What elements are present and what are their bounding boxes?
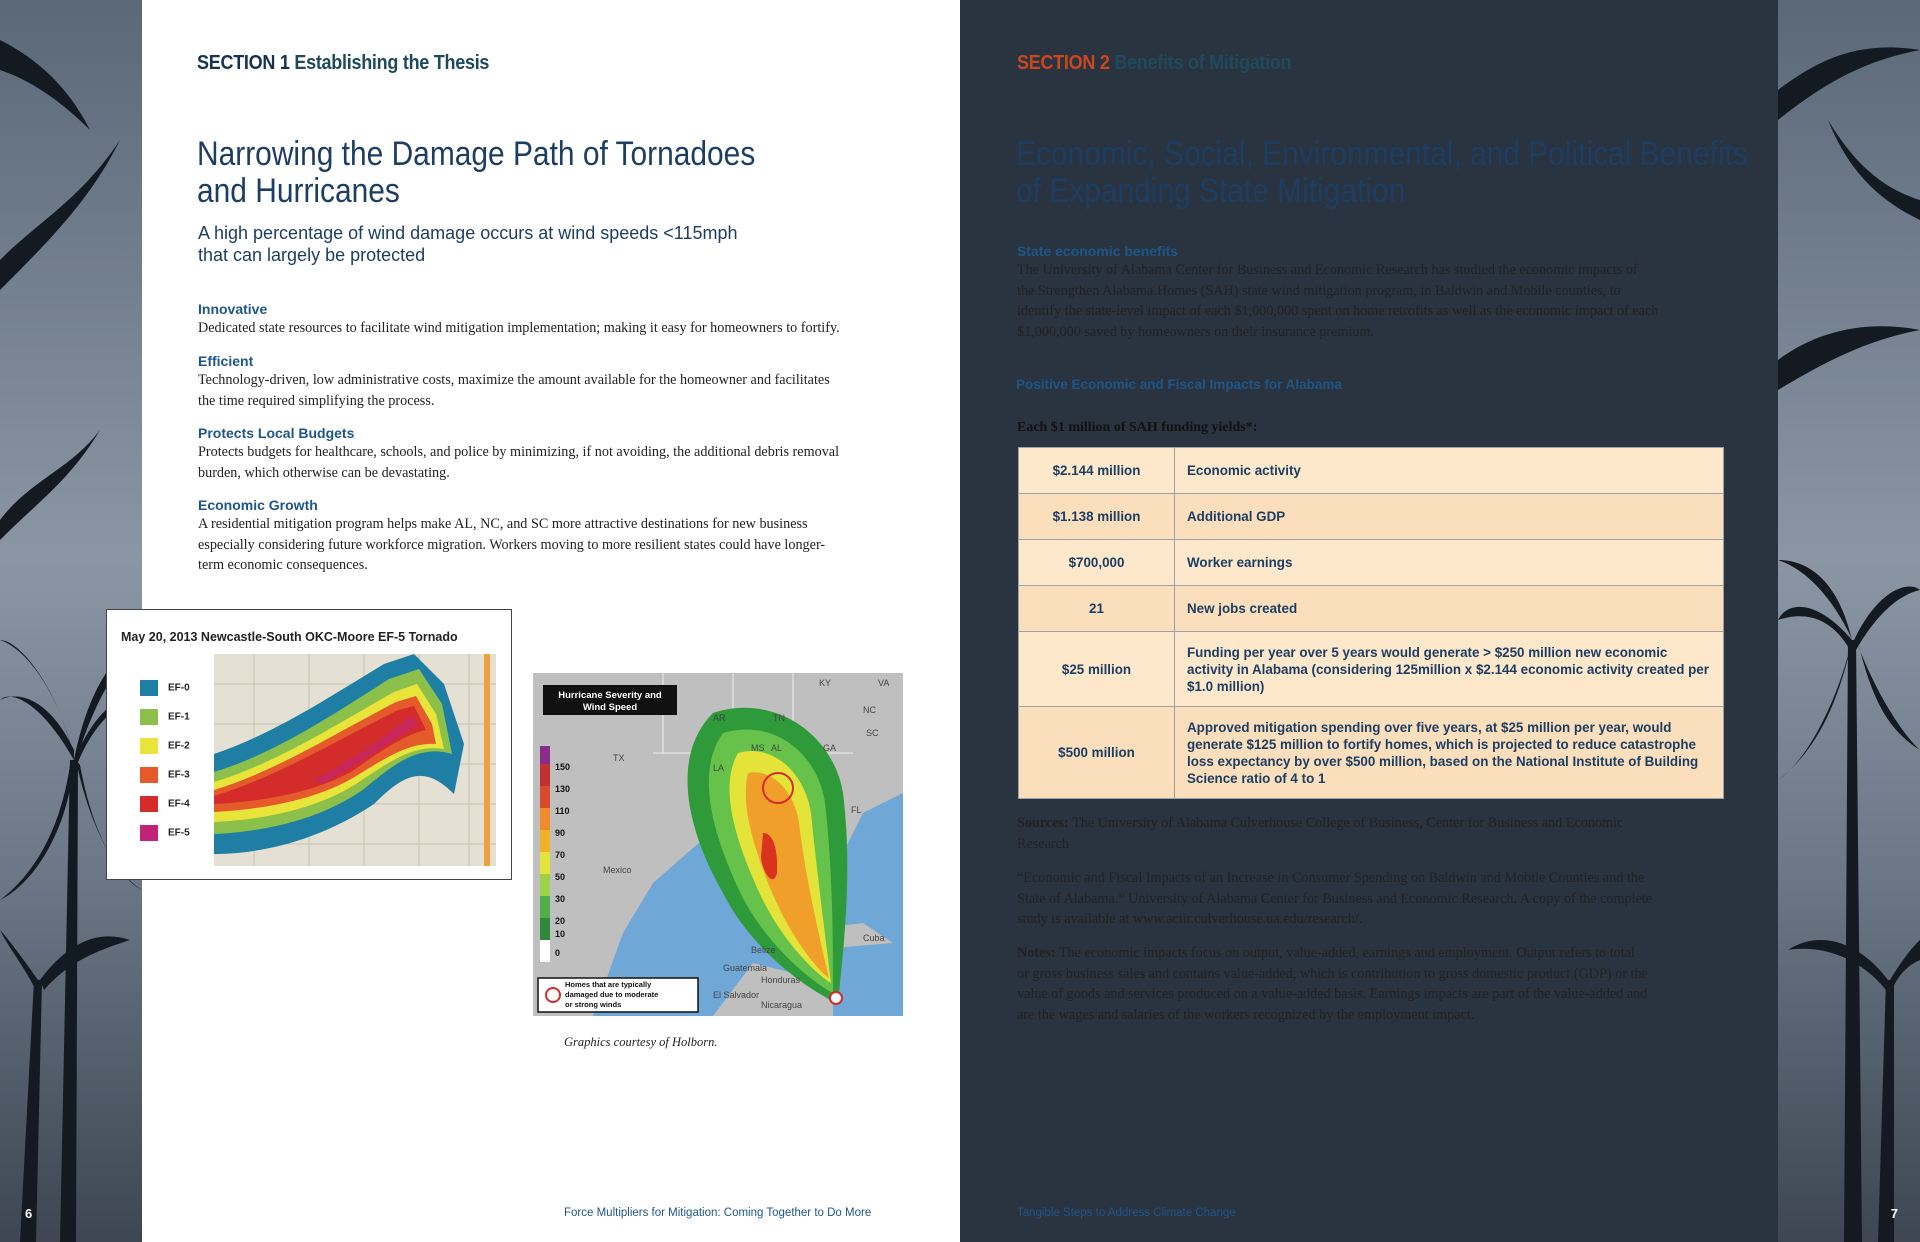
item-text-budgets bbox=[198, 442, 839, 483]
economic-impact-table bbox=[1018, 447, 1724, 799]
scale-label-0: 0 bbox=[555, 948, 561, 958]
scale-label-20: 20 bbox=[555, 916, 566, 926]
table-row bbox=[1019, 494, 1724, 540]
section-title: Establishing the Thesis bbox=[294, 52, 490, 74]
text-line: “Economic and Fiscal Impacts of an Increase in Consumer Spending on Baldwin and Mobile Counties and the bbox=[1017, 870, 1645, 886]
sources-block bbox=[1017, 813, 1717, 854]
table-heading: Positive Economic and Fiscal Impacts for Alabama bbox=[1016, 377, 1342, 392]
legend-label: EF-1 bbox=[168, 711, 190, 723]
sources-line bbox=[1017, 813, 1717, 834]
region-label-nicaragua: Nicaragua bbox=[761, 1000, 803, 1010]
text-line: term economic consequences. bbox=[198, 557, 368, 573]
swatch-ef4 bbox=[140, 796, 158, 812]
legend-label: EF-4 bbox=[168, 798, 190, 810]
region-label-nc: NC bbox=[863, 705, 876, 715]
item-label-innovative: Innovative bbox=[198, 301, 268, 317]
table-desc: New jobs created bbox=[1175, 586, 1724, 632]
subtitle-line1: A high percentage of wind damage occurs at wind speeds <115mph bbox=[198, 223, 738, 243]
legend-ef5 bbox=[140, 825, 190, 841]
legend-ef2 bbox=[140, 738, 190, 754]
table-desc: Approved mitigation spending over five years, at $25 million per year, would generate $125 million to fortify homes, which is projected to reduce catastrophe loss expectancy by over $500 million, based on the National Institute of Building Science ratio of 4 to 1 bbox=[1175, 707, 1724, 799]
text-line: value of goods and services produced on a value-added basis. Earnings impacts are part of the value-added and bbox=[1017, 986, 1648, 1002]
table-value: $25 million bbox=[1019, 632, 1175, 707]
region-label-tn: TN bbox=[773, 713, 785, 723]
palm-background-right bbox=[1778, 0, 1920, 1242]
page-title-line1: Narrowing the Damage Path of Tornadoes bbox=[197, 135, 756, 173]
map-note-line2: damaged due to moderate bbox=[565, 990, 659, 999]
text-line: Protects budgets for healthcare, schools, and police by minimizing, if not avoiding, the additional debris removal bbox=[198, 444, 840, 460]
text-line: Technology-driven, low administrative costs, maximize the amount available for the homeowner and facilitates bbox=[198, 372, 830, 388]
graphics-caption: Graphics courtesy of Holborn. bbox=[564, 1035, 718, 1049]
table-desc: Economic activity bbox=[1175, 448, 1724, 494]
table-value: $500 million bbox=[1019, 707, 1175, 799]
wind-speed-scale bbox=[540, 746, 550, 962]
region-label-honduras: Honduras bbox=[761, 975, 801, 985]
sources-label: Sources: bbox=[1017, 815, 1069, 831]
tornado-figure bbox=[106, 609, 512, 880]
page-number-right: 7 bbox=[1890, 1206, 1898, 1221]
region-label-belize: Belize bbox=[751, 945, 776, 955]
econ-benefits-label: State economic benefits bbox=[1017, 243, 1179, 259]
swatch-ef3 bbox=[140, 767, 158, 783]
table-row bbox=[1019, 632, 1724, 707]
notes-block bbox=[1017, 943, 1648, 1025]
footer-left: Force Multipliers for Mitigation: Coming Together to Do More bbox=[564, 1207, 872, 1219]
legend-label: EF-5 bbox=[168, 827, 190, 839]
table-value: $1.138 million bbox=[1019, 494, 1175, 540]
legend-ef4 bbox=[140, 796, 190, 812]
scale-label-30: 30 bbox=[555, 894, 566, 904]
map-legend-title-2: Wind Speed bbox=[582, 702, 638, 713]
section-number: SECTION 1 bbox=[197, 52, 290, 74]
section-number: SECTION 2 bbox=[1017, 52, 1110, 74]
table-intro: Each $1 million of SAH funding yields*: bbox=[1017, 420, 1258, 435]
table-row bbox=[1019, 540, 1724, 586]
item-label-efficient: Efficient bbox=[198, 353, 254, 369]
map-note-line1: Homes that are typically bbox=[565, 980, 652, 989]
page-title-line2: of Expanding State Mitigation bbox=[1016, 172, 1406, 210]
text-line: the Strengthen Alabama Homes (SAH) state wind mitigation program, in Baldwin and Mobile counties, to bbox=[1017, 282, 1621, 299]
subtitle-line2: that can largely be protected bbox=[198, 245, 426, 265]
region-label-va: VA bbox=[878, 678, 890, 688]
section-title: Benefits of Mitigation bbox=[1114, 52, 1292, 74]
region-label-ms: MS bbox=[751, 743, 765, 753]
table-value: $700,000 bbox=[1019, 540, 1175, 586]
scale-label-70: 70 bbox=[555, 850, 566, 860]
text-line: are the wages and salaries of the workers recognized by the employment impact. bbox=[1017, 1006, 1475, 1023]
footer-right: Tangible Steps to Address Climate Change bbox=[1017, 1207, 1236, 1219]
text-line: especially considering future workforce migration. Workers moving to more resilient states could have longer- bbox=[198, 536, 826, 553]
item-text-innovative bbox=[198, 318, 840, 339]
table-row bbox=[1019, 586, 1724, 632]
region-label-mexico: Mexico bbox=[603, 865, 632, 875]
legend-label: EF-2 bbox=[168, 740, 190, 752]
sources-text: The University of Alabama Culverhouse College of Business, Center for Business and Economic bbox=[1072, 815, 1624, 831]
region-label-guatemala: Guatemala bbox=[723, 963, 768, 973]
scale-label-90: 90 bbox=[555, 828, 566, 838]
econ-benefits-text bbox=[1017, 260, 1658, 342]
scale-label-50: 50 bbox=[555, 872, 566, 882]
text-line: Dedicated state resources to facilitate wind mitigation implementation; making it easy for homeowners to fortify. bbox=[198, 320, 840, 336]
swatch-ef0 bbox=[140, 680, 158, 696]
page-number-left: 6 bbox=[25, 1206, 33, 1221]
region-label-al: AL bbox=[771, 743, 783, 753]
item-label-budgets: Protects Local Budgets bbox=[198, 425, 355, 441]
item-label-growth: Economic Growth bbox=[198, 497, 318, 513]
legend-ef1 bbox=[140, 709, 190, 725]
region-label-el-salvador: El Salvador bbox=[713, 990, 760, 1000]
region-label-ar: AR bbox=[713, 713, 726, 723]
table-desc: Worker earnings bbox=[1175, 540, 1724, 586]
region-label-tx: TX bbox=[613, 753, 625, 763]
item-text-growth bbox=[198, 514, 825, 576]
text-line: burden, which otherwise can be devastating. bbox=[198, 464, 450, 481]
page-title-line1: Economic, Social, Environmental, and Political Benefits bbox=[1016, 135, 1748, 173]
table-row bbox=[1019, 707, 1724, 799]
text-line: $1,000,000 saved by homeowners on their insurance premium. bbox=[1017, 323, 1374, 340]
legend-label: EF-0 bbox=[168, 682, 190, 694]
text-line: State of Alabama.” University of Alabama Center for Business and Economic Research. A copy of the complete bbox=[1017, 890, 1653, 907]
swatch-ef5 bbox=[140, 825, 158, 841]
map-note-line3: or strong winds bbox=[565, 1000, 622, 1009]
table-desc: Funding per year over 5 years would generate > $250 million new economic activity in Alabama (considering 125million x $2.144 economic activity created per $1.0 million) bbox=[1175, 632, 1724, 707]
sources-line2: Research bbox=[1017, 835, 1069, 852]
tornado-figure-title: May 20, 2013 Newcastle-South OKC-Moore EF-5 Tornado bbox=[121, 630, 458, 644]
quote-block bbox=[1017, 868, 1652, 930]
region-label-fl: FL bbox=[851, 805, 862, 815]
notes-line bbox=[1017, 943, 1648, 964]
swatch-ef2 bbox=[140, 738, 158, 754]
text-line: study is available at www.aciir.culverhouse.ua.edu/research/. bbox=[1017, 911, 1363, 927]
notes-first: The economic impacts focus on output, value-added, earnings and employment. Output refers to total bbox=[1058, 945, 1635, 961]
notes-label: Notes: bbox=[1017, 945, 1056, 961]
swatch-ef1 bbox=[140, 709, 158, 725]
section-heading-right bbox=[1017, 52, 1291, 75]
legend-label: EF-3 bbox=[168, 769, 190, 781]
table-value: 21 bbox=[1019, 586, 1175, 632]
text-line: the time required simplifying the process. bbox=[198, 392, 435, 409]
hurricane-severity-map bbox=[533, 673, 903, 1016]
table-desc: Additional GDP bbox=[1175, 494, 1724, 540]
text-line: or gross business sales and contains value-added, which is contribution to gross domestic product (GDP) or the bbox=[1017, 965, 1648, 982]
text-line: The University of Alabama Center for Business and Economic Research has studied the economic impacts of bbox=[1017, 262, 1638, 278]
legend-ef0 bbox=[140, 680, 190, 696]
page-title-line2: and Hurricanes bbox=[197, 172, 400, 210]
scale-label-150: 150 bbox=[555, 762, 571, 772]
tornado-path-map bbox=[214, 654, 496, 866]
scale-label-10: 10 bbox=[555, 929, 566, 939]
item-text-efficient bbox=[198, 370, 830, 411]
region-label-ga: GA bbox=[823, 743, 837, 753]
text-line: identify the state-level impact of each $1,000,000 spent on home retrofits as well as the economic impact of each bbox=[1017, 303, 1659, 319]
legend-ef3 bbox=[140, 767, 190, 783]
region-label-sc: SC bbox=[866, 728, 879, 738]
map-legend-title-1: Hurricane Severity and bbox=[558, 690, 662, 701]
scale-label-130: 130 bbox=[555, 784, 571, 794]
region-label-cuba: Cuba bbox=[863, 933, 885, 943]
region-label-ky: KY bbox=[819, 678, 832, 688]
region-label-la: LA bbox=[713, 763, 725, 773]
text-line: A residential mitigation program helps make AL, NC, and SC more attractive destinations for new business bbox=[198, 516, 808, 532]
scale-label-110: 110 bbox=[555, 806, 570, 816]
table-value: $2.144 million bbox=[1019, 448, 1175, 494]
section-heading-left bbox=[197, 52, 489, 75]
table-row bbox=[1019, 448, 1724, 494]
